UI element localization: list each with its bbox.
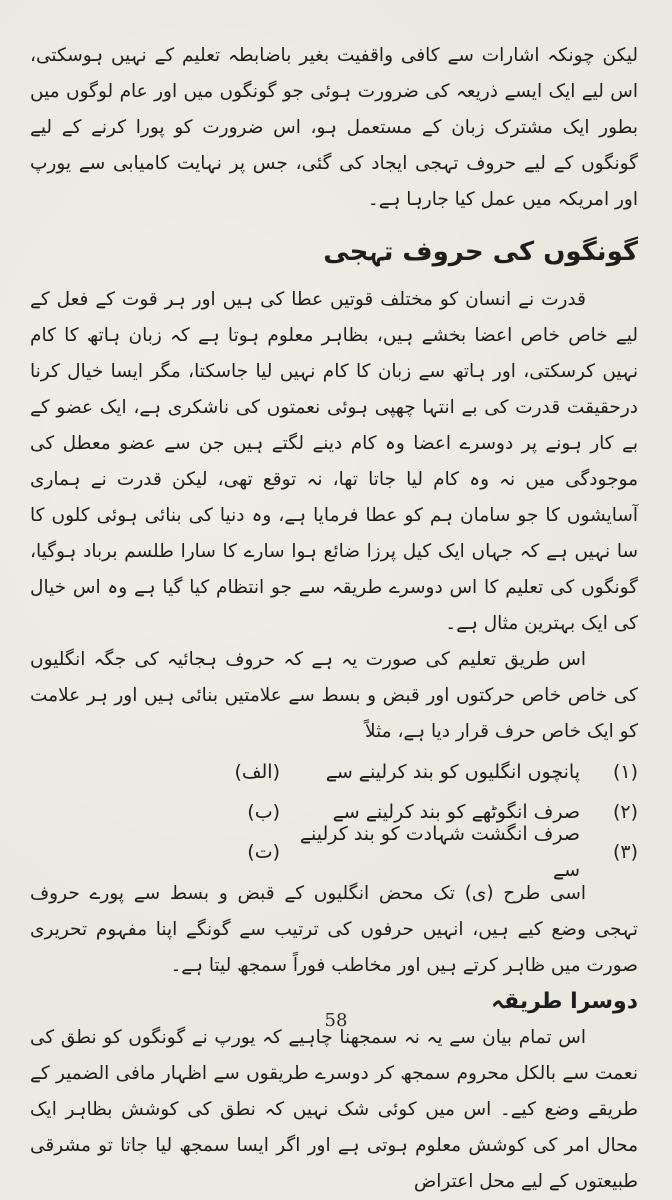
example-number: (۲) <box>612 801 638 823</box>
intro-paragraph: لیکن چونکہ اشارات سے کافی واقفیت بغیر باضابطہ تعلیم کے نہیں ہوسکتی، اس لیے ایک ایسے ذریعہ کی ضرورت ہوئی جو گونگوں میں اور عام لوگوں میں بطور ایک مشترک زبان کے مستعمل ہو، اس ضرورت کو پورا کرنے کے لیے گونگوں کے لیے حروف تہجی ایجاد کی گئی، جس پر نہایت کامیابی سے یورپ اور امریکہ میں عمل کیا جارہا ہے۔ <box>30 45 638 210</box>
example-letter: (ب) <box>247 801 280 823</box>
example-row-1 <box>30 752 638 792</box>
example-text: پانچوں انگلیوں کو بند کرلینے سے <box>325 761 580 783</box>
section-heading: گونگوں کی حروف تہجی <box>323 237 638 267</box>
example-text: صرف انگشت شہادت کو بند کرلینے سے <box>299 823 580 881</box>
after-examples-paragraph: اسی طرح (ی) تک محض انگلیوں کے قبض و بسط سے پورے حروف تہجی وضع کیے ہیں، انہیں حرفوں کی ترتیب سے گونگے اپنا مفہوم تحریری صورت میں ظاہر کرتے ہیں اور مخاطب فوراً سمجھ لیتا ہے۔ <box>30 883 638 976</box>
example-row-3 <box>30 823 638 881</box>
main-paragraph-1: قدرت نے انسان کو مختلف قوتیں عطا کی ہیں اور ہر قوت کے فعل کے لیے خاص خاص اعضا بخشے ہیں، بظاہر معلوم ہوتا ہے کہ زبان ہاتھ کا کام نہیں کرسکتی، اور ہاتھ سے زبان کا کام نہیں لیا جاسکتا، مگر ایسا خیال کرنا درحقیقت قدرت کی بے انتہا چھپی ہوئی نعمتوں کی ناشکری ہے، ایک عضو کے بے کار ہونے پر دوسرے اعضا وہ کام دینے لگتے ہیں جن سے عضو معطل کی موجودگی میں نہ وہ کام لیا جاتا تھا، نہ توقع تھی، لیکن قدرت نے ہماری آسایشوں کا جو سامان ہم کو عطا فرمایا ہے، وہ دنیا کی بنائی ہوئی کلوں کا سا نہیں ہے کہ جہاں ایک کیل پرزا ضائع ہوا سارے کا سارا طلسم برباد ہوگیا، گونگوں کی تعلیم کا اس دوسرے طریقہ سے جو انتظام کیا گیا ہے وہ اس خیال کی ایک بہترین مثال ہے۔ <box>30 289 638 634</box>
section-subheading: دوسرا طریقہ <box>491 989 638 1014</box>
example-letter: (ت) <box>247 841 280 863</box>
main-paragraph-2: اس طریق تعلیم کی صورت یہ ہے کہ حروف ہجائیہ کی جگہ انگلیوں کی خاص خاص حرکتوں اور قبض و بسط سے علامتیں بنائی ہیں اور ہر علامت کو ایک خاص حرف قرار دیا ہے، مثلاً <box>30 649 638 742</box>
page-number: 58 <box>324 1010 348 1031</box>
example-text: صرف انگوٹھے کو بند کرلینے سے <box>332 801 580 823</box>
example-number: (۱) <box>612 761 638 783</box>
example-number: (۳) <box>612 841 638 863</box>
last-paragraph: اس تمام بیان سے یہ نہ سمجھنا چاہیے کہ یورپ نے گونگوں کو نطق کی نعمت سے بالکل محروم سمجھ کر دوسرے طریقوں سے اظہار مافی الضمیر کے طریقے وضع کیے۔ اس میں کوئی شک نہیں کہ نطق کی کوشش بظاہر ایک محال امر کی کوشش معلوم ہوتی ہے اور اگر ایسا سمجھ لیا جاتا تو مشرقی طبیعتوں کے لیے محل اعتراض <box>30 1027 638 1192</box>
examples-list <box>30 752 638 881</box>
example-letter: (الف) <box>234 761 280 783</box>
